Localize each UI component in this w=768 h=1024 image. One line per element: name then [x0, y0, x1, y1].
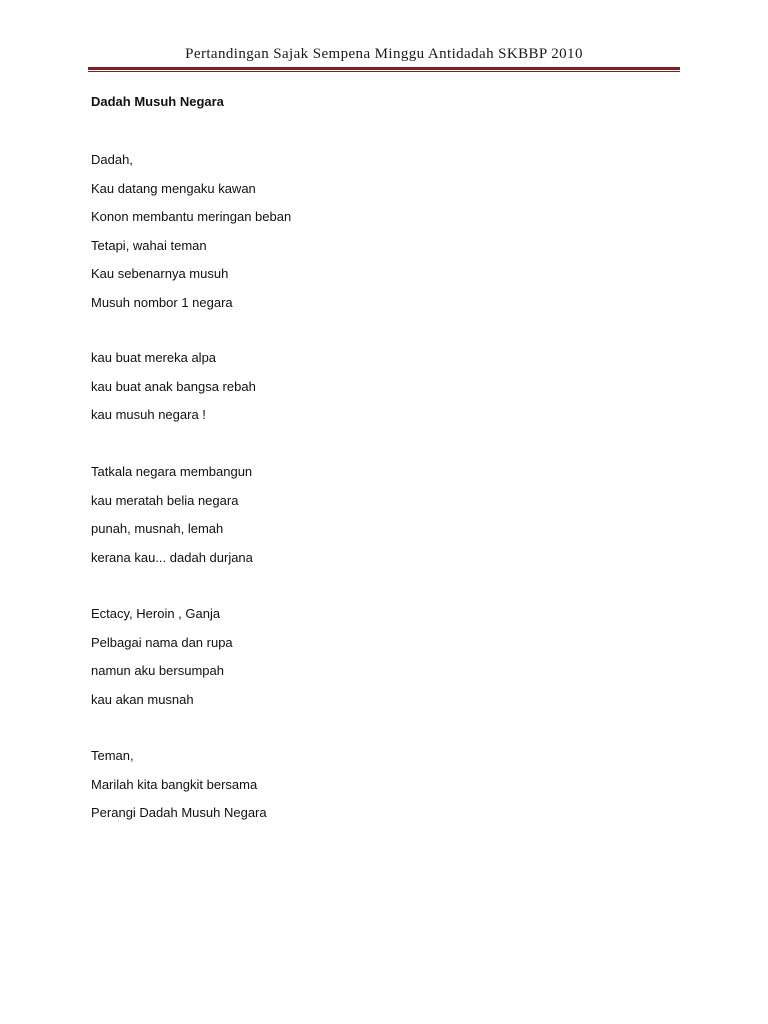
header-rule-thin — [88, 71, 680, 72]
stanza-5 — [91, 747, 267, 833]
poem-line: kau musuh negara ! — [91, 407, 206, 422]
poem-line: Tatkala negara membangun — [91, 464, 253, 479]
stanza-4 — [91, 605, 233, 719]
poem-line: Marilah kita bangkit bersama — [91, 776, 258, 792]
poem-line: kau buat mereka alpa — [91, 350, 217, 365]
poem-line: kau meratah belia negara — [91, 492, 239, 508]
stanza-3 — [91, 463, 253, 577]
stanza-1 — [91, 151, 291, 322]
poem-line: kau akan musnah — [91, 691, 194, 707]
header-rule-thick — [88, 67, 680, 70]
poem-title: Dadah Musuh Negara — [91, 94, 224, 109]
poem-line: namun aku bersumpah — [91, 663, 224, 678]
poem-line: kerana kau... dadah durjana — [91, 549, 253, 565]
poem-line: Teman, — [91, 748, 134, 763]
poem-line: Musuh nombor 1 negara — [91, 294, 233, 310]
poem-line: Dadah, — [91, 152, 133, 167]
poem-line: Kau datang mengaku kawan — [91, 180, 256, 196]
poem-line: Tetapi, wahai teman — [91, 237, 207, 253]
poem-line: kau buat anak bangsa rebah — [91, 378, 256, 394]
poem-line: Perangi Dadah Musuh Negara — [91, 805, 267, 820]
poem-line: Pelbagai nama dan rupa — [91, 634, 233, 650]
poem-line: punah, musnah, lemah — [91, 521, 224, 536]
stanza-2 — [91, 349, 256, 435]
poem-line: Kau sebenarnya musuh — [91, 266, 229, 281]
page-header: Pertandingan Sajak Sempena Minggu Antidadah SKBBP 2010 — [185, 46, 583, 62]
poem-line: Konon membantu meringan beban — [91, 209, 292, 224]
poem-line: Ectacy, Heroin , Ganja — [91, 606, 221, 621]
